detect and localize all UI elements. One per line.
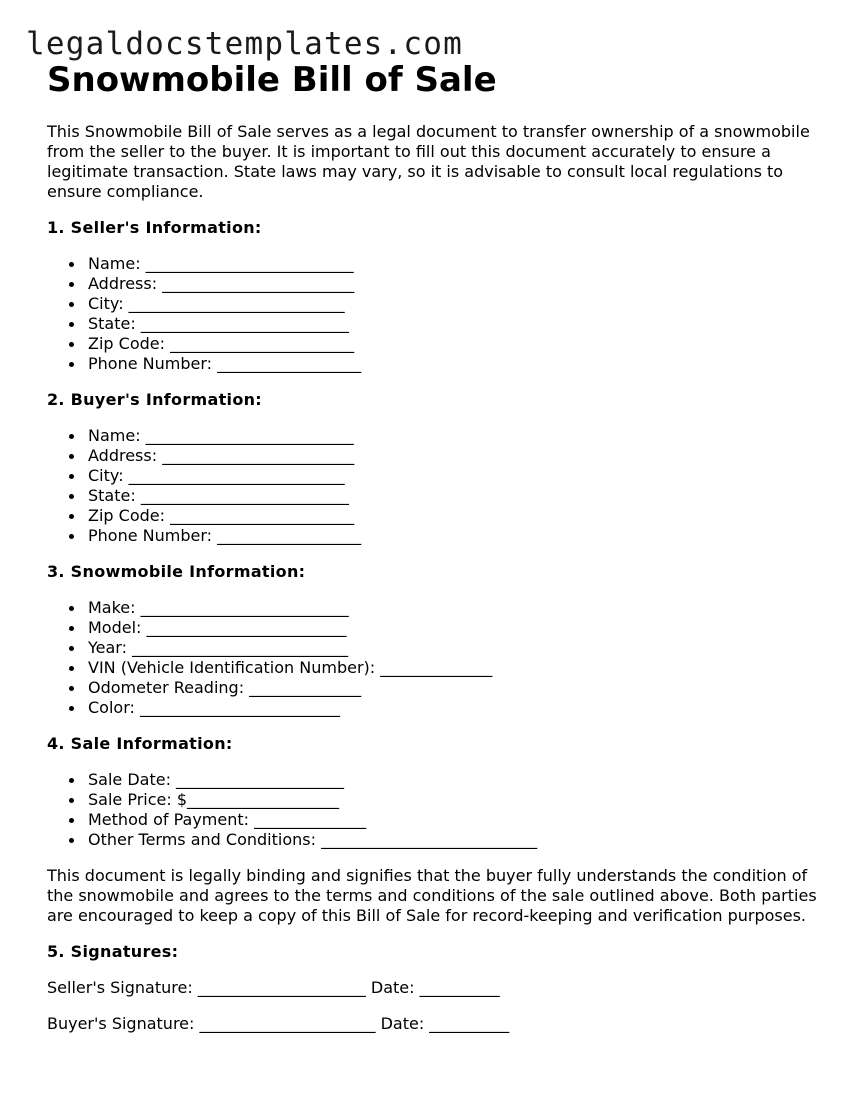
seller-state-field[interactable]: State: __________________________ [69,314,817,334]
sale-price-field[interactable]: Sale Price: $___________________ [69,790,817,810]
sale-section [47,734,817,850]
other-terms-field[interactable]: Other Terms and Conditions: ___________________________ [69,830,817,850]
snowmobile-section [47,562,817,718]
seller-section [47,218,817,374]
buyer-name-field[interactable]: Name: __________________________ [69,426,817,446]
snowmobile-make-field[interactable]: Make: __________________________ [69,598,817,618]
snowmobile-heading: 3. Snowmobile Information: [47,562,306,581]
closing-paragraph: This document is legally binding and signifies that the buyer fully understands the condition of the snowmobile and agrees to the terms and conditions of the sale outlined above. Both parties are encouraged to keep a copy of this Bill of Sale for record-keeping and verification purposes. [47,866,817,925]
document-title: Snowmobile Bill of Sale [47,60,497,100]
buyer-field-list [47,426,817,546]
snowmobile-vin-field[interactable]: VIN (Vehicle Identification Number): ______________ [69,658,817,678]
intro-paragraph: This Snowmobile Bill of Sale serves as a legal document to transfer ownership of a snowmobile from the seller to the buyer. It is important to fill out this document accurately to ensure a legitimate transaction. State laws may vary, so it is advisable to consult local regulations to ensure compliance. [47,122,810,201]
snowmobile-odometer-field[interactable]: Odometer Reading: ______________ [69,678,817,698]
sale-date-field[interactable]: Sale Date: _____________________ [69,770,817,790]
seller-name-field[interactable]: Name: __________________________ [69,254,817,274]
signatures-section [47,942,817,1034]
buyer-state-field[interactable]: State: __________________________ [69,486,817,506]
buyer-signature-line[interactable]: Buyer's Signature: ______________________ Date: __________ [47,1014,510,1033]
seller-phone-field[interactable]: Phone Number: __________________ [69,354,817,374]
buyer-address-field[interactable]: Address: ________________________ [69,446,817,466]
buyer-heading: 2. Buyer's Information: [47,390,263,409]
payment-method-field[interactable]: Method of Payment: ______________ [69,810,817,830]
seller-city-field[interactable]: City: ___________________________ [69,294,817,314]
snowmobile-year-field[interactable]: Year: ___________________________ [69,638,817,658]
sale-heading: 4. Sale Information: [47,734,233,753]
seller-signature-line[interactable]: Seller's Signature: _____________________ Date: __________ [47,978,500,997]
seller-zip-field[interactable]: Zip Code: _______________________ [69,334,817,354]
seller-address-field[interactable]: Address: ________________________ [69,274,817,294]
snowmobile-color-field[interactable]: Color: _________________________ [69,698,817,718]
snowmobile-model-field[interactable]: Model: _________________________ [69,618,817,638]
document [47,58,817,1034]
snowmobile-field-list [47,598,817,718]
signatures-heading: 5. Signatures: [47,942,179,961]
site-watermark: legaldocstemplates.com [26,26,463,62]
buyer-city-field[interactable]: City: ___________________________ [69,466,817,486]
sale-field-list [47,770,817,850]
seller-heading: 1. Seller's Information: [47,218,262,237]
buyer-phone-field[interactable]: Phone Number: __________________ [69,526,817,546]
seller-field-list [47,254,817,374]
buyer-section [47,390,817,546]
buyer-zip-field[interactable]: Zip Code: _______________________ [69,506,817,526]
